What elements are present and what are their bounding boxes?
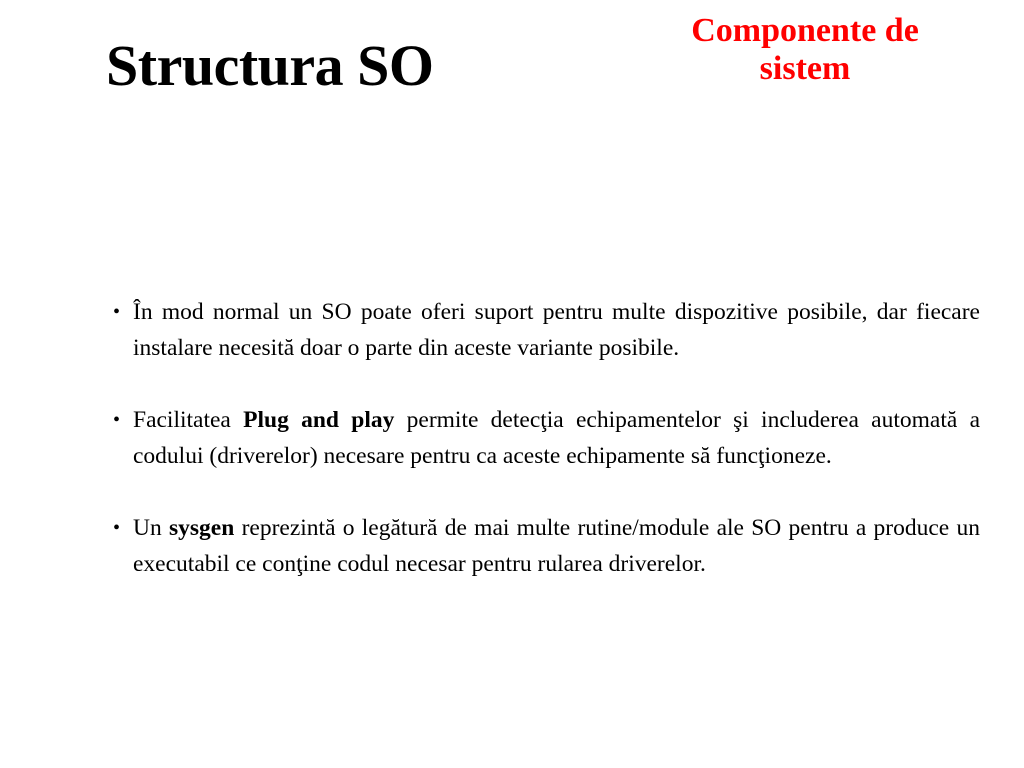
section-tag-line-2: sistem: [759, 50, 851, 87]
bullet-item: [112, 294, 980, 366]
bullet-text-pre: Un: [133, 515, 169, 541]
bullet-text-bold: Plug and play: [243, 407, 395, 433]
bullet-icon: •: [113, 301, 121, 323]
bullet-item: [112, 510, 980, 582]
bullet-text-pre: Facilitatea: [133, 407, 244, 433]
bullet-list: [112, 294, 980, 582]
bullet-icon: •: [113, 517, 121, 539]
bullet-text-bold: sysgen: [169, 515, 235, 541]
slide-title: Structura SO: [106, 33, 434, 98]
bullet-item: [112, 402, 980, 474]
bullet-icon: •: [113, 409, 121, 431]
section-tag: [640, 12, 970, 88]
section-tag-line-1: Componente de: [691, 12, 919, 49]
bullet-text: În mod normal un SO poate oferi suport pentru multe dispozitive posibile, dar fiecare instalare necesită doar o parte din aceste variante posibile.: [133, 299, 980, 361]
bullet-text-post: permite detecţia echipamentelor şi includerea automată a codului (driverelor) necesare pentru ca aceste echipamente să funcţioneze.: [133, 407, 980, 469]
bullet-text-post: reprezintă o legătură de mai multe rutine/module ale SO pentru a produce un executabil ce conţine codul necesar pentru rularea driverelor.: [133, 515, 980, 577]
